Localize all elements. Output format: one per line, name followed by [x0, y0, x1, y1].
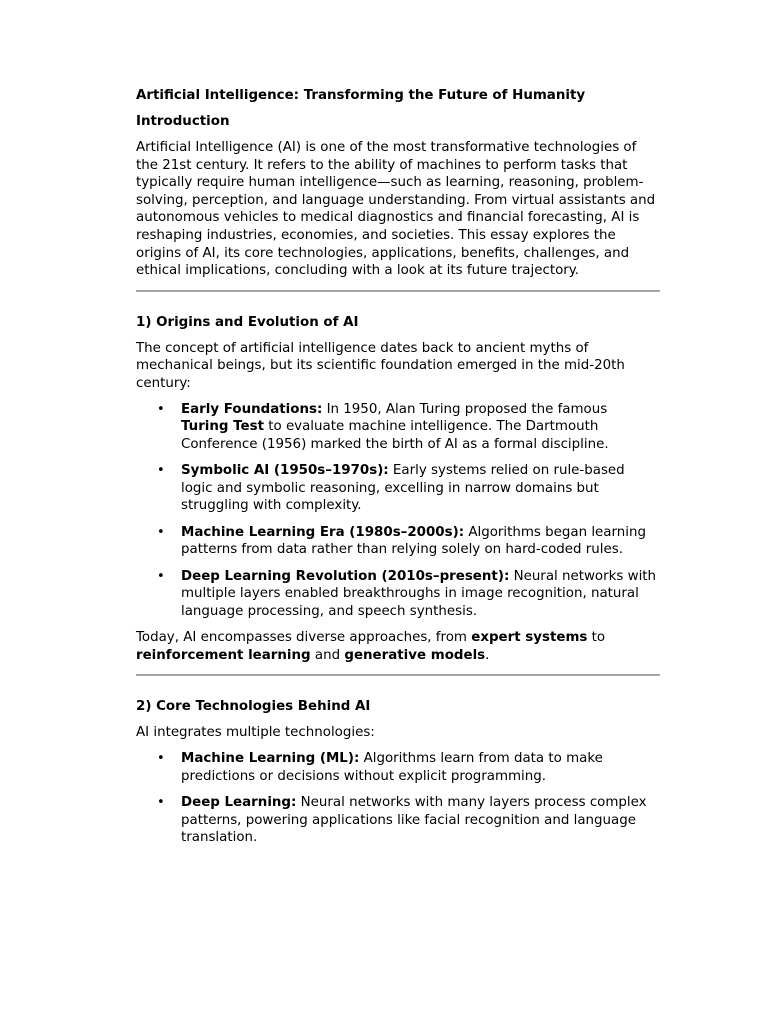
list-item	[136, 568, 658, 621]
list-item-term: Symbolic AI (1950s–1970s):	[181, 463, 389, 479]
intro-paragraph: Artificial Intelligence (AI) is one of the most transformative technologies of the 21st century. It refers to the ability of machines to perform tasks that typically require human intelligence—such as learning, reasoning, problem-solving, perception, and language understanding. From virtual assistants and autonomous vehicles to medical diagnostics and financial forecasting, AI is reshaping industries, economies, and societies. This essay explores the origins of AI, its core technologies, applications, benefits, challenges, and ethical implications, concluding with a look at its future trajectory.	[136, 140, 656, 279]
bullet-icon: •	[157, 524, 165, 540]
intro-heading: Introduction	[136, 114, 230, 129]
closing-text: to	[587, 630, 606, 646]
list-item-text: Algorithms began learning patterns from data rather than relying solely on hard-coded rules.	[181, 524, 646, 558]
closing-text: Today, AI encompasses diverse approaches, from	[136, 630, 472, 646]
closing-emphasis: reinforcement learning	[136, 647, 311, 663]
list-item-term: Early Foundations:	[181, 401, 323, 417]
bullet-icon: •	[157, 751, 165, 767]
section-divider	[136, 290, 660, 292]
section-1-list	[136, 401, 658, 621]
list-item	[136, 462, 658, 515]
list-item-text: Neural networks with many layers process complex patterns, powering applications like facial recognition and language translation.	[181, 795, 647, 846]
section-2-list	[136, 750, 658, 847]
closing-emphasis: expert systems	[471, 630, 588, 646]
list-item-text: Neural networks with multiple layers enabled breakthroughs in image recognition, natural language processing, and speech synthesis.	[181, 568, 657, 619]
section-divider	[136, 674, 660, 676]
list-item-term: Deep Learning:	[181, 795, 297, 811]
list-item-term: Deep Learning Revolution (2010s–present):	[181, 568, 510, 584]
closing-emphasis: generative models	[344, 647, 486, 663]
list-item	[136, 750, 658, 785]
section-1-heading: 1) Origins and Evolution of AI	[136, 314, 359, 330]
section-2-heading: 2) Core Technologies Behind AI	[136, 699, 371, 715]
list-item-term: Machine Learning (ML):	[181, 751, 360, 767]
list-item	[136, 794, 658, 847]
list-item-text: In 1950, Alan Turing proposed the famous	[322, 401, 608, 417]
closing-text: .	[485, 647, 490, 663]
section-1-lead: The concept of artificial intelligence dates back to ancient myths of mechanical beings, but its scientific foundation emerged in the mid-20th century:	[136, 340, 625, 391]
bullet-icon: •	[157, 401, 165, 417]
bullet-icon: •	[157, 568, 165, 584]
section-2-lead: AI integrates multiple technologies:	[136, 725, 375, 741]
closing-text: and	[310, 647, 345, 663]
list-item-text: to evaluate machine intelligence. The Dartmouth Conference (1956) marked the birth of AI as a formal discipline.	[181, 419, 609, 452]
list-item	[136, 524, 658, 559]
document-title: Artificial Intelligence: Transforming the Future of Humanity	[136, 88, 586, 103]
list-item-text: Early systems relied on rule-based logic and symbolic reasoning, excelling in narrow domains but struggling with complexity.	[181, 463, 625, 514]
list-item-term: Machine Learning Era (1980s–2000s):	[181, 524, 465, 540]
list-item-emphasis: Turing Test	[181, 419, 264, 435]
bullet-icon: •	[157, 463, 165, 479]
section-1-closing	[136, 629, 658, 664]
bullet-icon: •	[157, 795, 165, 811]
list-item-text: Algorithms learn from data to make predictions or decisions without explicit programming.	[181, 751, 603, 784]
list-item	[136, 401, 658, 454]
